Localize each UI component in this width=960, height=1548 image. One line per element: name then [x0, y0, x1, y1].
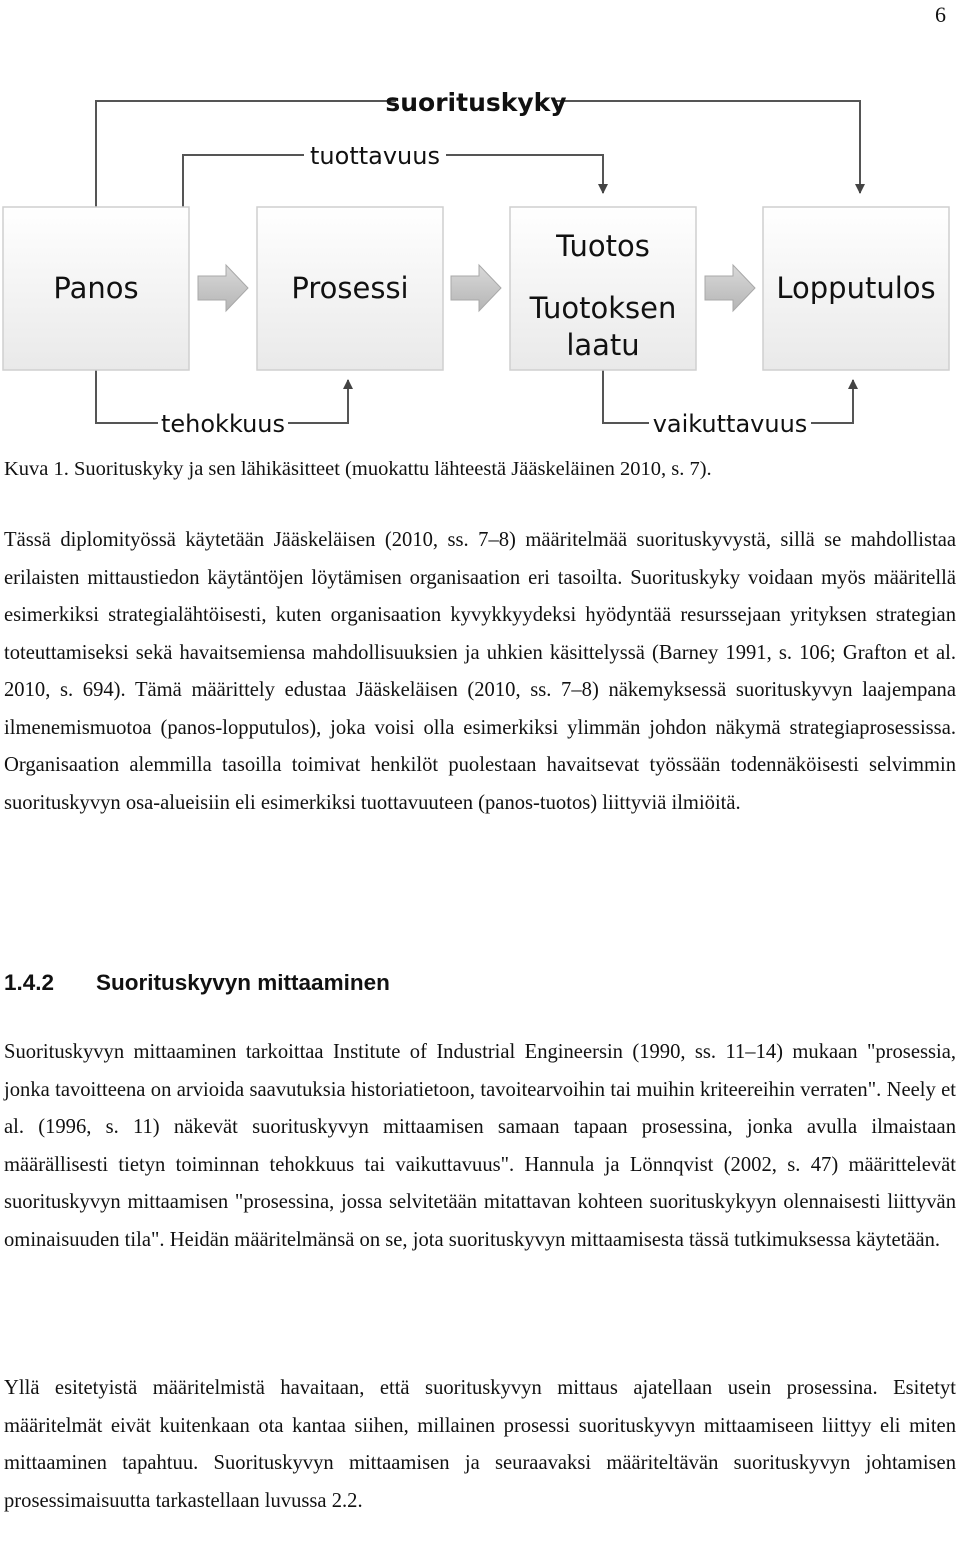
- box-lopputulos-label: Lopputulos: [776, 271, 936, 305]
- arrow-panos-prosessi: [198, 265, 248, 311]
- box-tuotos-label: Tuotos: [556, 229, 650, 263]
- paragraph-2: Suorituskyvyn mittaaminen tarkoittaa Institute of Industrial Engineersin (1990, ss. 11–14) mukaan "prosessia, jonka tavoitteena on arvioida saavutuksia historiatietoon, tavoitearvoihin tai muihin kriteereihin verraten". Neely et al. (1996, s. 11) näkevät suorituskyvyn mittaamisen samaan tapaan prosessina, jonka avulla ilmaistaan määrällisesti tietyn toiminnan tehokkuus tai vaikuttavuus". Hannula ja Lönnqvist (2002, s. 47) määrittelevät suorituskyvyn mittaamisen "prosessina, jossa selvitetään mitattavan kohteen suorituskykyyn olennaisesti liittyvän ominaisuuden tila". Heidän määritelmänsä on se, jota suorituskyvyn mittaamisesta tässä tutkimuksessa käytetään.: [4, 1041, 956, 1251]
- box-prosessi: [257, 207, 443, 370]
- box-panos: [3, 207, 189, 370]
- box-tuotos: [510, 207, 696, 370]
- section-number: 1.4.2: [4, 970, 55, 995]
- paragraph-3: Yllä esitetyistä määritelmistä havaitaan, että suorituskyvyn mittaus ajatellaan usein prosessina. Esitetyt määritelmät eivät kuitenkaan ota kantaa siihen, millainen prosessi suorituskyvyn mittaamiseen liittyy eli miten mittaaminen tapahtuu. Suorituskyvyn mittaamisen ja seuraavaksi määriteltävän suorituskyvyn johtamisen prosessimaisuutta tarkastellaan luvussa 2.2.: [4, 1377, 956, 1512]
- tehokkuus-label: tehokkuus: [160, 410, 286, 438]
- box-lopputulos: [763, 207, 949, 370]
- box-prosessi-label: Prosessi: [291, 271, 409, 305]
- paragraph-1: Tässä diplomityössä käytetään Jääskeläisen (2010, ss. 7–8) määritelmää suorituskyvystä, sillä se mahdollistaa erilaisten mittaustiedon käytäntöjen löytämisen organisaation eri tasoilta. Suorituskyky voidaan myös määritellä esimerkiksi strategialähtöisesti, kuten organisaation kyvykkyydeksi hyödyntää resurssejaan yrityksen strategian toteuttamiseksi sekä havaitsemiensa mahdollisuuksien ja uhkien käsittelyssä (Barney 1991, s. 106; Grafton et al. 2010, s. 694). Tämä määrittely edustaa Jääskeläisen (2010, ss. 7–8) näkemyksessä suorituskyvyn laajempana ilmenemismuotoa (panos-lopputulos), joka voisi olla esimerkiksi ylimmän johdon näkymä strategiaprosessissa. Organisaation alemmilla tasoilla toimivat henkilöt puolestaan havaitsevat työssään todennäköisesti selvimmin suorituskyvyn osa-alueisiin eli esimerkiksi tuottavuuteen (panos-tuotos) liittyviä ilmiöitä.: [4, 529, 956, 814]
- page-number: 6: [935, 2, 946, 27]
- arrow-tuotos-lopputulos: [705, 265, 755, 311]
- arrow-prosessi-tuotos: [451, 265, 501, 311]
- figure-caption: Kuva 1. Suorituskyky ja sen lähikäsitteet (muokattu lähteestä Jääskeläinen 2010, s. 7).: [4, 458, 712, 480]
- connector-lines: [96, 101, 860, 423]
- section-title: Suorituskyvyn mittaaminen: [96, 970, 390, 995]
- tuottavuus-label: tuottavuus: [310, 142, 440, 170]
- box-panos-label: Panos: [53, 271, 139, 305]
- box-tuotoksen-label: Tuotoksen: [529, 291, 677, 325]
- vaikuttavuus-label: vaikuttavuus: [652, 410, 808, 438]
- section-heading: [4, 970, 390, 996]
- performance-concepts-diagram: [0, 0, 960, 450]
- suorituskyky-label: suorituskyky: [385, 88, 567, 117]
- box-laatu-label: laatu: [566, 328, 640, 362]
